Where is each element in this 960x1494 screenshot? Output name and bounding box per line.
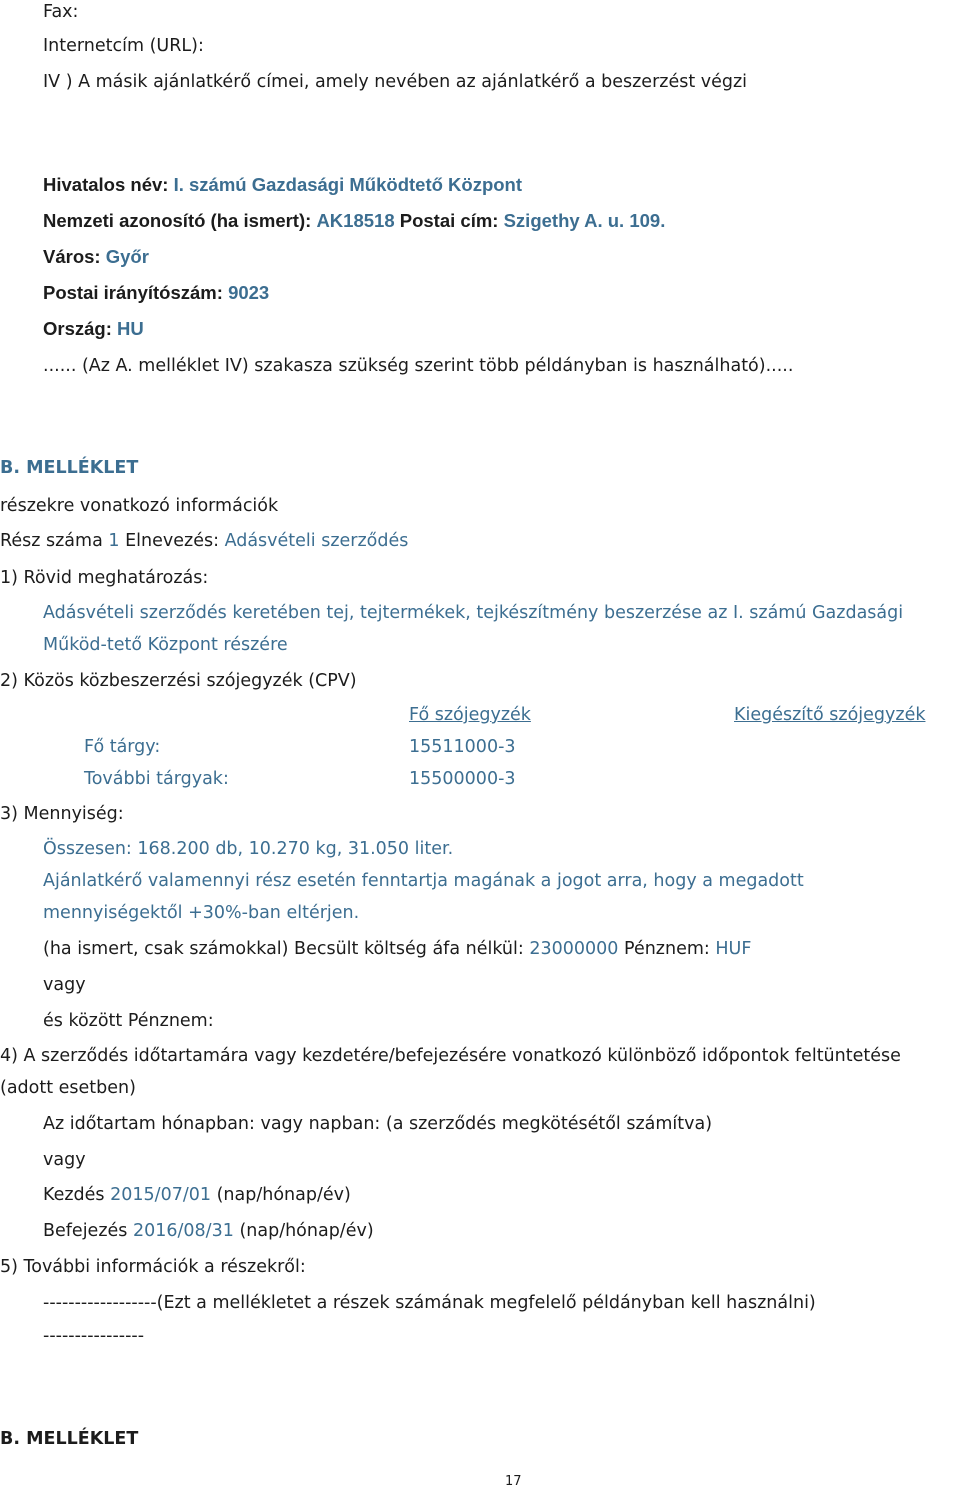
postal-code-value: 9023 [228,282,270,303]
postal-code-row [43,281,269,305]
other-subjects-code: 15500000-3 [409,769,516,789]
short-description-line1: Adásvételi szerződés keretében tej, tejtermékek, tejkészítmény beszerzése az I. számú Gazdasági [43,603,904,623]
cpv-supplementary-header: Kiegészítő szójegyzék [734,705,926,725]
additional-info-line1: ------------------(Ezt a mellékletet a részek számának megfelelő példányban kell használni) [43,1293,816,1313]
quantity-heading: 3) Mennyiség: [0,804,124,824]
estimated-cost-value: 23000000 [529,939,619,959]
cpv-main-header: Fő szójegyzék [409,705,531,725]
official-name-label: Hivatalos név: [43,174,169,195]
section-iv-heading: IV ) A másik ajánlatkérő címei, amely nevében az ajánlatkérő a beszerzést végzi [43,72,748,92]
start-label: Kezdés [43,1185,105,1205]
city-value: Győr [105,246,149,267]
short-description-line2: Működ-tető Központ részére [43,635,288,655]
between-currency-label: és között Pénznem: [43,1011,214,1031]
url-label: Internetcím (URL): [43,36,204,56]
or-text-2: vagy [43,1150,86,1170]
duration-heading-line1: 4) A szerződés időtartamára vagy kezdetére/befejezésére vonatkozó különböző időpontok feltüntetése [0,1046,901,1066]
country-label: Ország: [43,318,112,339]
cpv-heading: 2) Közös közbeszerzési szójegyzék (CPV) [0,671,357,691]
part-number-value: 1 [108,531,120,551]
start-date-format: (nap/hónap/év) [216,1185,351,1205]
official-name-row [43,173,522,197]
part-number-label: Rész száma [0,531,103,551]
estimated-cost-row [43,937,751,961]
other-subjects-label: További tárgyak: [84,769,229,789]
quantity-note-line1: Ajánlatkérő valamennyi rész esetén fenntartja magának a jogot arra, hogy a megadott [43,871,804,891]
page-number: 17 [505,1474,522,1489]
additional-info-heading: 5) További információk a részekről: [0,1257,306,1277]
postal-address-label: Postai cím: [399,210,499,231]
quantity-note-line2: mennyiségektől +30%-ban eltérjen. [43,903,360,923]
currency-value: HUF [715,939,752,959]
or-text-1: vagy [43,975,86,995]
national-id-row [43,209,665,233]
annex-title: B. MELLÉKLET [0,458,139,478]
additional-info-line2: ---------------- [43,1326,145,1346]
postal-code-label: Postai irányítószám: [43,282,223,303]
currency-label: Pénznem: [624,939,710,959]
end-date-value: 2016/08/31 [132,1221,234,1241]
end-date-row [43,1219,374,1243]
national-id-label: Nemzeti azonosító (ha ismert): [43,210,312,231]
end-date-format: (nap/hónap/év) [239,1221,374,1241]
annex-usage-note: ...... (Az A. melléklet IV) szakasza szükség szerint több példányban is használható)..... [43,356,794,376]
next-annex-title: B. MELLÉKLET [0,1429,139,1449]
start-date-row [43,1183,351,1207]
city-label: Város: [43,246,101,267]
part-number-row [0,529,408,553]
main-subject-code: 15511000-3 [409,737,516,757]
country-value: HU [117,318,144,339]
fax-label: Fax: [43,2,79,22]
estimated-cost-label: (ha ismert, csak számokkal) Becsült költség áfa nélkül: [43,939,524,959]
main-subject-label: Fő tárgy: [84,737,161,757]
duration-text: Az időtartam hónapban: vagy napban: (a szerződés megkötésétől számítva) [43,1114,713,1134]
quantity-total: Összesen: 168.200 db, 10.270 kg, 31.050 liter. [43,839,454,859]
national-id-value: AK18518 [316,210,395,231]
official-name-value: I. számú Gazdasági Működtető Központ [173,174,523,195]
end-label: Befejezés [43,1221,128,1241]
short-description-heading: 1) Rövid meghatározás: [0,568,209,588]
duration-heading-line2: (adott esetben) [0,1078,136,1098]
city-row [43,245,149,269]
postal-address-value: Szigethy A. u. 109. [503,210,666,231]
part-name-label: Elnevezés: [125,531,219,551]
start-date-value: 2015/07/01 [110,1185,212,1205]
annex-subtitle: részekre vonatkozó információk [0,496,279,516]
country-row [43,317,144,341]
part-name-value: Adásvételi szerződés [224,531,409,551]
